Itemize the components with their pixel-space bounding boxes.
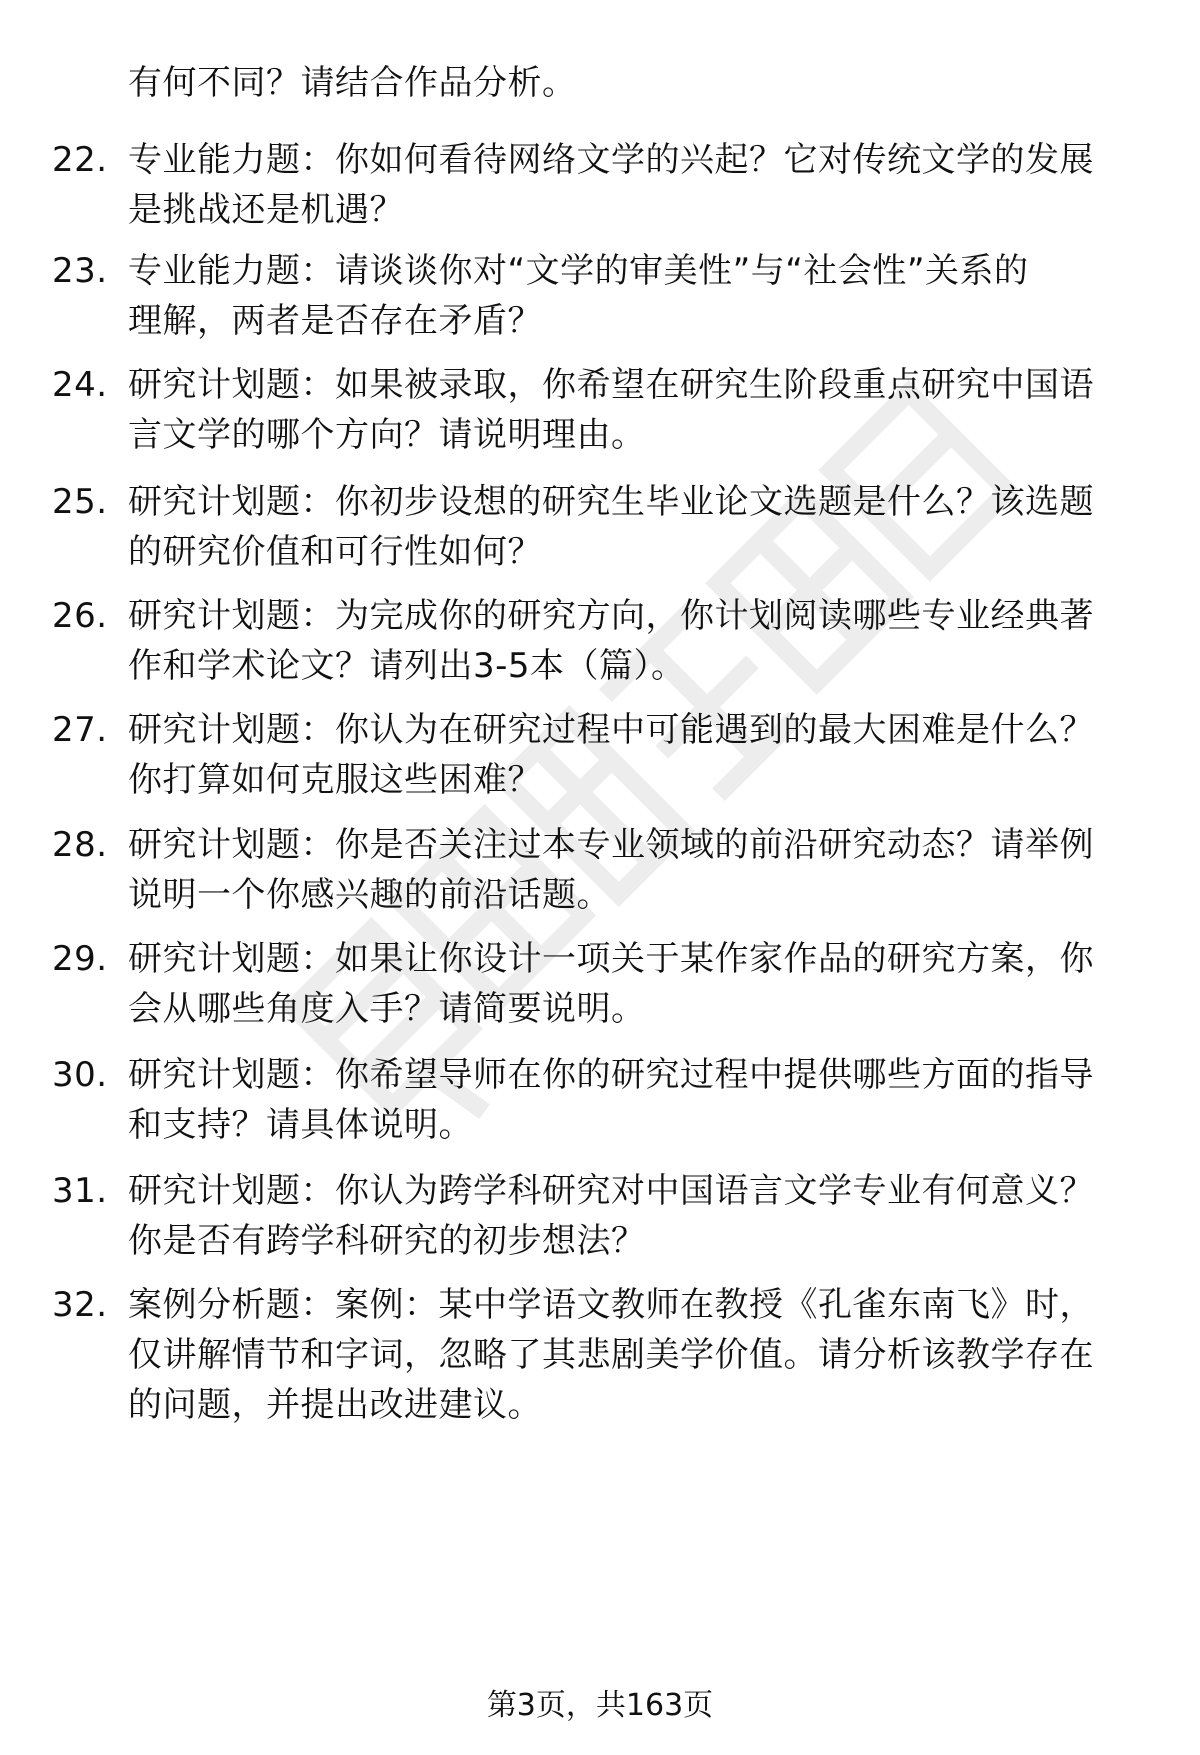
- item-number: 22.: [52, 140, 108, 180]
- item-text-line: 研究计划题：你是否关注过本专业领域的前沿研究动态？请举例: [128, 825, 1094, 865]
- item-text-line: 研究计划题：你初步设想的研究生毕业论文选题是什么？该选题: [128, 482, 1094, 522]
- item-text-line: 会从哪些角度入手？请简要说明。: [128, 989, 646, 1029]
- item-text-line: 你是否有跨学科研究的初步想法？: [128, 1221, 646, 1261]
- item-number: 30.: [52, 1055, 108, 1095]
- item-text-line: 专业能力题：你如何看待网络文学的兴起？它对传统文学的发展: [128, 140, 1094, 180]
- page-footer: 第3页，共163页: [486, 1688, 714, 1723]
- item-number: 26.: [52, 596, 108, 636]
- item-text-line: 的问题，并提出改进建议。: [128, 1385, 542, 1425]
- item-number: 32.: [52, 1285, 108, 1325]
- item-text-line: 你打算如何克服这些困难？: [128, 760, 542, 800]
- item-text-line: 是挑战还是机遇？: [128, 190, 404, 230]
- item-text-line: 研究计划题：为完成你的研究方向，你计划阅读哪些专业经典著: [128, 596, 1094, 636]
- item-number: 24.: [52, 365, 108, 405]
- item-text-line: 研究计划题：你希望导师在你的研究过程中提供哪些方面的指导: [128, 1055, 1094, 1095]
- item-number: 23.: [52, 251, 108, 291]
- item-text-line: 案例分析题：案例：某中学语文教师在教授《孔雀东南飞》时，: [128, 1285, 1094, 1325]
- item-text-line: 研究计划题：你认为跨学科研究对中国语言文学专业有何意义？: [128, 1171, 1094, 1211]
- item-number: 27.: [52, 710, 108, 750]
- item-text-line: 研究计划题：你认为在研究过程中可能遇到的最大困难是什么？: [128, 710, 1094, 750]
- item-text-line: 和支持？请具体说明。: [128, 1105, 473, 1145]
- item-number: 28.: [52, 825, 108, 865]
- item-text-line: 专业能力题：请谈谈你对“文学的审美性”与“社会性”关系的: [128, 251, 1029, 291]
- item-text-line: 的研究价值和可行性如何？: [128, 532, 542, 572]
- item-number: 25.: [52, 482, 108, 522]
- item-text-line: 理解，两者是否存在矛盾？: [128, 301, 542, 341]
- item-text-line: 研究计划题：如果被录取，你希望在研究生阶段重点研究中国语: [128, 365, 1094, 405]
- item-number: 31.: [52, 1171, 108, 1211]
- item-number: 29.: [52, 939, 108, 979]
- item-text-line: 作和学术论文？请列出3-5本（篇）。: [128, 646, 686, 686]
- item-text-line: 仅讲解情节和字词，忽略了其悲剧美学价值。请分析该教学存在: [128, 1335, 1094, 1375]
- item-text-line: 研究计划题：如果让你设计一项关于某作家作品的研究方案，你: [128, 939, 1094, 979]
- item-text-line: 言文学的哪个方向？请说明理由。: [128, 415, 646, 455]
- continuation-line: 有何不同？请结合作品分析。: [128, 63, 577, 103]
- item-text-line: 说明一个你感兴趣的前沿话题。: [128, 875, 611, 915]
